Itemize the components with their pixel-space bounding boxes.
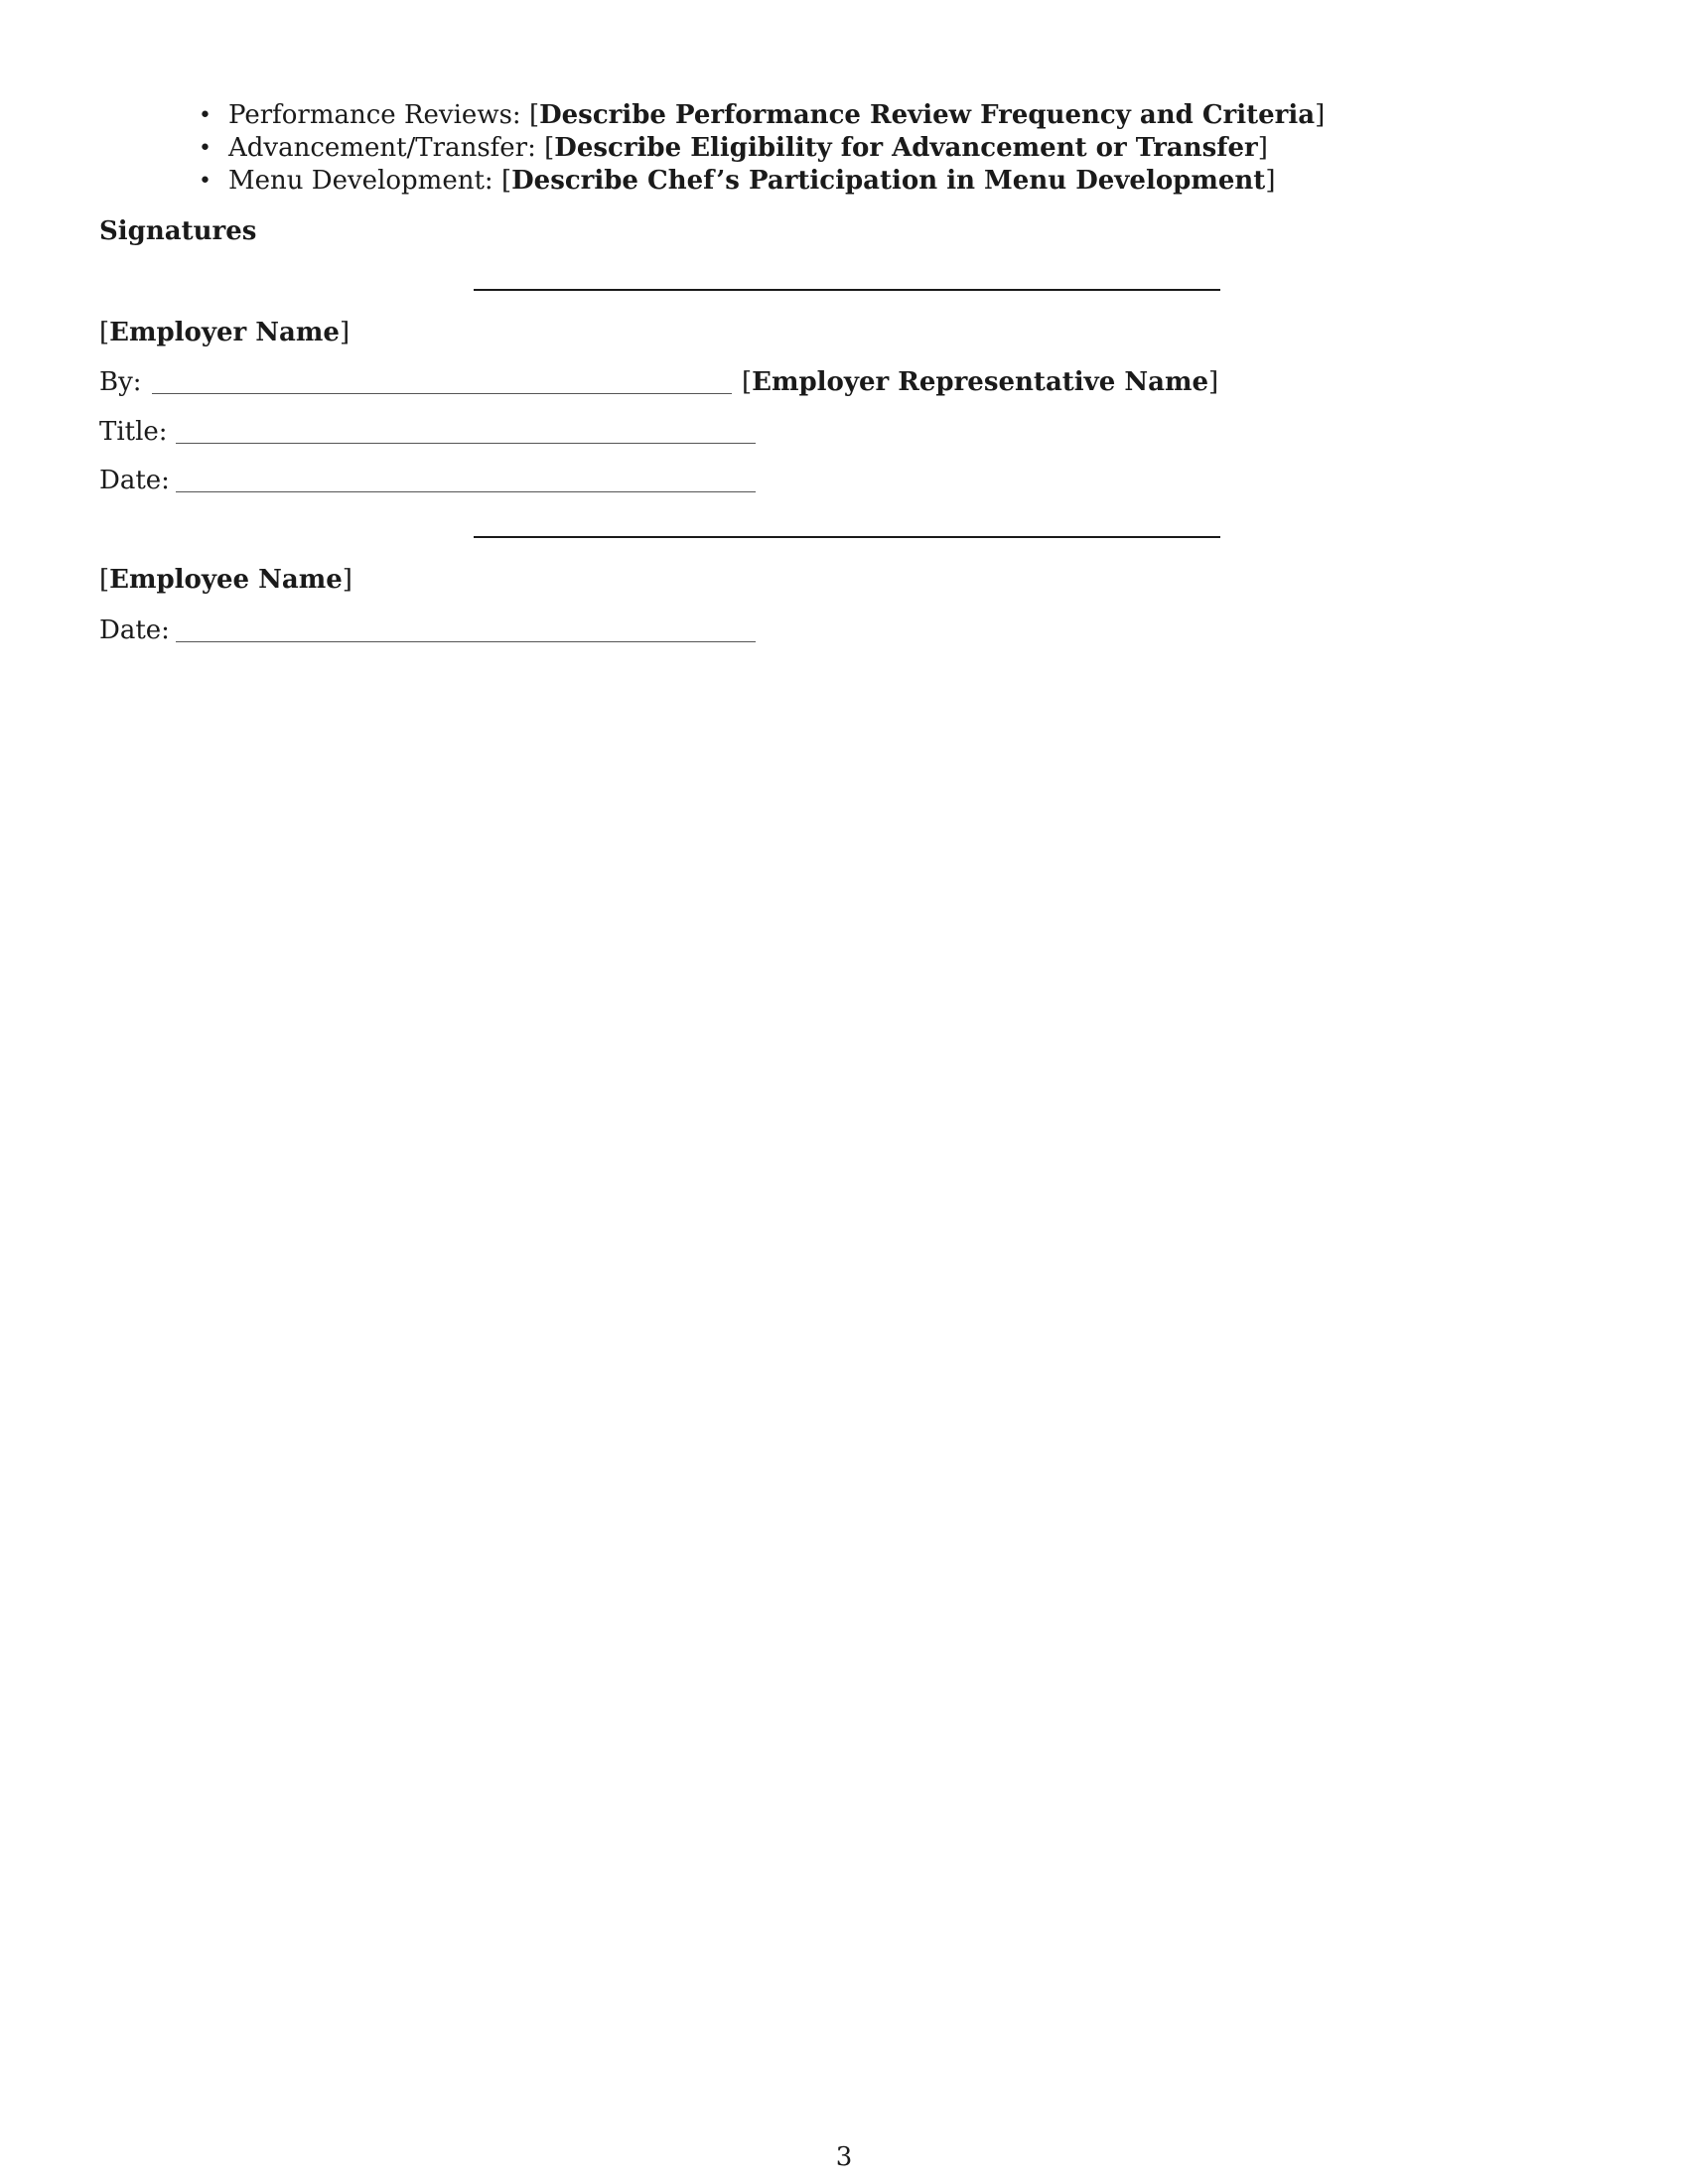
bullet-icon: • [199,169,211,194]
employer-date-label: Date: [99,466,170,495]
terms-list [199,99,1325,198]
bullet-icon: • [199,103,211,128]
employee-date-blank-field[interactable] [176,641,756,642]
close-bracket: ] [342,565,352,595]
close-bracket: ] [1265,166,1276,196]
signatures-heading: Signatures [99,216,257,246]
open-bracket: [ [99,565,110,595]
page-number: 3 [835,2142,853,2172]
term-label: Advancement/Transfer: [228,133,536,163]
by-label: By: [99,367,142,397]
term-placeholder: Describe Performance Review Frequency and Criteria [539,100,1316,130]
close-bracket: ] [1315,100,1326,130]
open-bracket: [ [742,367,753,397]
employee-date-label: Date: [99,615,170,645]
list-item [199,132,1325,165]
term-label: Performance Reviews: [228,100,521,130]
title-blank-field[interactable] [176,443,756,444]
close-bracket: ] [1208,367,1219,397]
term-label: Menu Development: [228,166,493,196]
term-placeholder: Describe Eligibility for Advancement or Transfer [554,133,1258,163]
by-blank-field[interactable] [152,393,732,394]
open-bracket: [ [99,318,110,347]
open-bracket: [ [528,100,540,130]
employer-date-blank-field[interactable] [176,491,756,492]
open-bracket: [ [500,166,512,196]
employer-representative-name: Employer Representative Name [752,367,1209,397]
term-placeholder: Describe Chef’s Participation in Menu Development [511,166,1266,196]
open-bracket: [ [544,133,555,163]
employee-name-block [99,563,352,597]
employer-name: Employer Name [109,318,340,347]
list-item [199,165,1325,198]
close-bracket: ] [1257,133,1268,163]
employer-signature-line[interactable] [474,289,1220,291]
title-label: Title: [99,417,168,447]
bullet-icon: • [199,136,211,161]
representative-name-block [742,365,1218,399]
employer-name-block [99,316,350,349]
employee-name: Employee Name [109,565,343,595]
close-bracket: ] [339,318,351,347]
employee-signature-line[interactable] [474,536,1220,538]
list-item [199,99,1325,132]
